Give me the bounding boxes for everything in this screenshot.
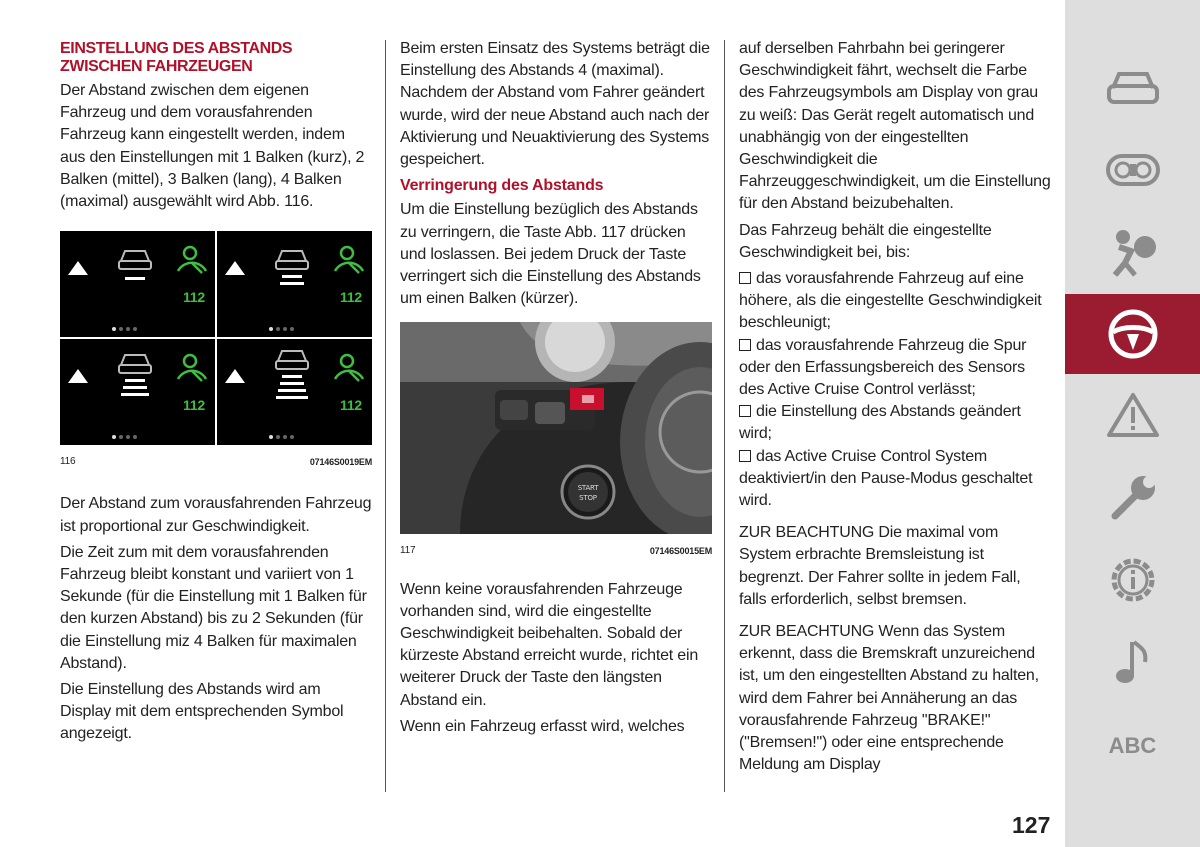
stop-label: STOP (579, 494, 597, 503)
checkbox-bullet-icon (739, 405, 751, 417)
bullet-item: das Active Cruise Control System deaktiviert/in den Pause-Modus geschaltet wird. (739, 447, 1033, 510)
wrench-icon (1105, 470, 1161, 526)
figure-116-display-grid (60, 231, 372, 445)
figure-number: 117 (400, 545, 416, 557)
index-label: ABC (1108, 733, 1157, 758)
subheading: Verringerung des Abstands (400, 177, 604, 195)
figure-number: 116 (60, 456, 76, 468)
column-2 (400, 38, 712, 742)
checkbox-bullet-icon (739, 450, 751, 462)
paragraph: Die Zeit zum mit dem vorausfahrenden Fahrzeug bleibt konstant und variiert von 1 Sekunde (für die Einstellung mit 1 Balken für den kurzen Abstand) bis zu 2 Sekunden (für die Einstellung miz 4 Balken für maximalen Abstand). (60, 543, 367, 672)
sidebar-item-dashboard[interactable] (1065, 130, 1200, 210)
sidebar-item-maintenance[interactable] (1065, 458, 1200, 538)
figure-code: 07146S0015EM (649, 546, 712, 557)
paragraph: Wenn keine vorausfahrenden Fahrzeuge vorhanden sind, wird die eingestellte Geschwindigkeit beibehalten. Sobald der kürzeste Abstand erreicht wurde, richtet ein weiterer Druck der Taste den längsten Abstand ein. (400, 580, 699, 709)
checkbox-bullet-icon (739, 339, 751, 351)
paragraph: Die Einstellung des Abstands wird am Display mit dem entsprechenden Symbol angezeigt. (60, 681, 344, 743)
paragraph: auf derselben Fahrbahn bei geringerer Geschwindigkeit fährt, wechselt die Farbe des Fahrzeugsymbols am Display von grau zu weiß: Das Gerät regelt automatisch und unabhängig von der eingestellten Geschwindigkeit die Fahrzeuggeschwindigkeit, um die Einstellung für den Abstand beizubehalten. (739, 40, 1051, 213)
acc-gauge-icon (329, 241, 371, 283)
column-3 (739, 38, 1051, 781)
sidebar-item-index[interactable] (1065, 706, 1200, 786)
paragraph: Das Fahrzeug behält die eingestellte Geschwindigkeit bei, bis: (739, 221, 992, 261)
start-label: START (577, 484, 599, 493)
car-ahead-icon (115, 245, 155, 285)
speed-value: 112 (183, 397, 205, 414)
figure-code: 07146S0019EM (309, 457, 372, 468)
checkbox-bullet-icon (739, 272, 751, 284)
bullet-item: die Einstellung des Abstands geändert wird; (739, 403, 1021, 443)
column-divider (385, 40, 386, 792)
display-panel-1-bar (60, 231, 215, 337)
page-dots (269, 424, 297, 446)
column-divider (724, 40, 725, 792)
bullet-item: das vorausfahrende Fahrzeug auf eine höhere, als die eingestellte Geschwindigkeit beschleunigt; (739, 270, 1042, 332)
acc-gauge-icon (172, 241, 214, 283)
up-arrow-icon (68, 369, 88, 383)
display-panel-3-bars (60, 339, 215, 445)
figure-117-steering-wheel-photo (400, 322, 712, 534)
sidebar-item-car[interactable] (1065, 48, 1200, 128)
page-dots (112, 424, 140, 446)
sidebar-item-emergency[interactable] (1065, 376, 1200, 456)
car-ahead-icon (115, 349, 155, 405)
section-heading: EINSTELLUNG DES ABSTANDS ZWISCHEN FAHRZEUGEN (60, 40, 293, 75)
up-arrow-icon (225, 369, 245, 383)
sidebar-item-safety[interactable] (1065, 212, 1200, 292)
paragraph: Der Abstand zum vorausfahrenden Fahrzeug ist proportional zur Geschwindigkeit. (60, 495, 372, 535)
up-arrow-icon (225, 261, 245, 275)
paragraph: Der Abstand zwischen dem eigenen Fahrzeug und dem vorausfahrenden Fahrzeug kann eingestellt werden, indem aus den Einstellungen mit 1 Balken (kurz), 2 Balken (mittel), 3 Balken (lang), 4 Balken (maximal) ausgewählt wird Abb. 116. (60, 82, 365, 211)
acc-gauge-icon (172, 349, 214, 391)
display-panel-4-bars (217, 339, 372, 445)
speed-value: 112 (183, 289, 205, 306)
music-note-icon (1105, 634, 1161, 690)
sidebar-item-driving[interactable] (1065, 294, 1200, 374)
sidebar-item-multimedia[interactable] (1065, 622, 1200, 702)
paragraph: Um die Einstellung bezüglich des Abstands zu verringern, die Taste Abb. 117 drücken und loslassen. Bei jedem Druck der Taste verringert sich die Einstellung des Abstands um einen Balken (kürzer). (400, 201, 701, 308)
warning-icon (1105, 391, 1161, 441)
up-arrow-icon (68, 261, 88, 275)
car-icon (1105, 68, 1161, 108)
bullet-item: das vorausfahrende Fahrzeug die Spur oder den Erfassungsbereich des Sensors des Active Cruise Control verlässt; (739, 336, 1027, 399)
page-number: 127 (1012, 812, 1051, 838)
steering-wheel-icon (1105, 306, 1161, 362)
figure-caption (60, 451, 372, 473)
note-paragraph: ZUR BEACHTUNG Die maximal vom System erbrachte Bremsleistung ist begrenzt. Der Fahrer sollte in jedem Fall, falls erforderlich, selbst bremsen. (739, 524, 1021, 608)
car-ahead-icon (272, 245, 312, 291)
acc-gauge-icon (329, 349, 371, 391)
dashboard-icon (1105, 150, 1161, 190)
figure-caption (400, 540, 712, 562)
speed-value: 112 (340, 397, 362, 414)
note-paragraph: ZUR BEACHTUNG Wenn das System erkennt, dass die Bremskraft unzureichend ist, um den eingestellten Abstand zu halten, wird dem Fahrer bei Annäherung an das vorausfahrende Fahrzeug "BRAKE!" ("Bremsen!") oder eine entsprechende Meldung am Display (739, 623, 1039, 774)
page-dots (112, 316, 140, 338)
display-panel-2-bars (217, 231, 372, 337)
column-1 (60, 38, 372, 750)
steering-wheel-illustration (400, 322, 712, 534)
page-dots (269, 316, 297, 338)
paragraph: Beim ersten Einsatz des Systems beträgt die Einstellung des Abstands 4 (maximal). Nachdem der Abstand vom Fahrer geändert wurde, wird der neue Abstand auch nach der Aktivierung und Neuaktivierung des Systems gespeichert. (400, 40, 710, 169)
speed-value: 112 (340, 289, 362, 306)
chapter-sidebar (1065, 0, 1200, 847)
sidebar-item-technical-data[interactable] (1065, 540, 1200, 620)
paragraph: Wenn ein Fahrzeug erfasst wird, welches (400, 717, 685, 735)
airbag-icon (1105, 227, 1161, 277)
info-gear-icon (1105, 552, 1161, 608)
car-ahead-icon (270, 345, 314, 409)
